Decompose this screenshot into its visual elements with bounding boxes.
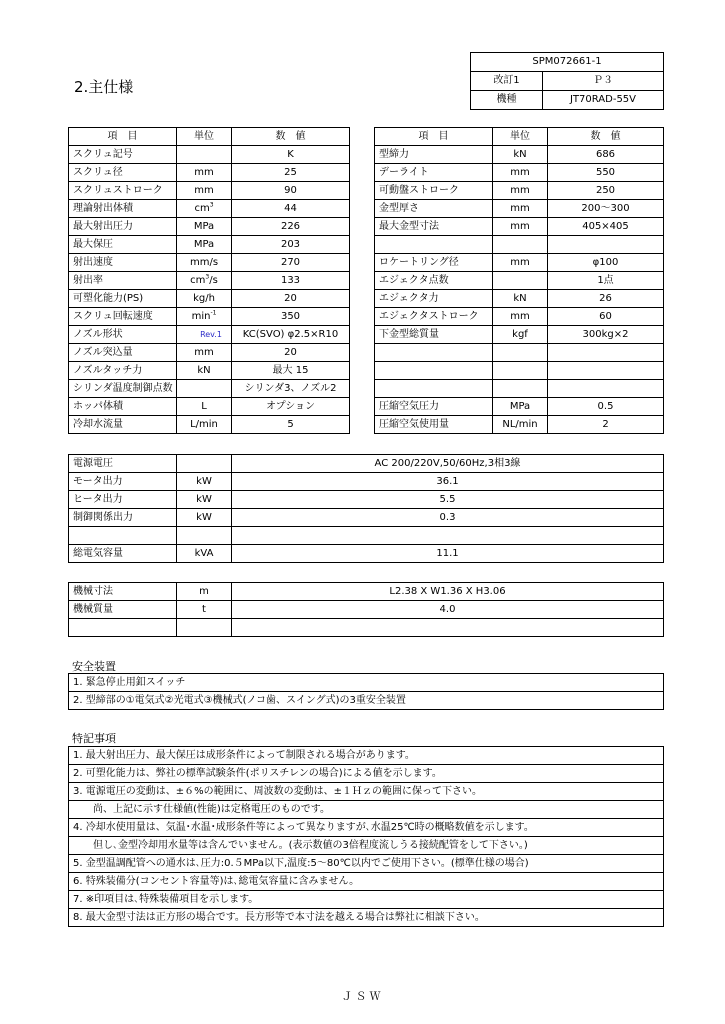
- spec-value: 44: [232, 200, 350, 218]
- spec-item: 機械寸法: [69, 583, 177, 601]
- spec-value: 250: [548, 182, 664, 200]
- spec-unit: $\min^{-1}$: [177, 308, 232, 326]
- list-row: [69, 909, 664, 927]
- spec-value: 0.3: [232, 509, 664, 527]
- table-row: [69, 527, 664, 545]
- spec-value: 350: [232, 308, 350, 326]
- list-row: [69, 837, 664, 855]
- table-row: [375, 182, 664, 200]
- spec-value: 226: [232, 218, 350, 236]
- table-row: [375, 272, 664, 290]
- spec-value: L2.38 X W1.36 X H3.06: [232, 583, 664, 601]
- spec-item: [375, 344, 493, 362]
- spec-unit: m: [177, 583, 232, 601]
- spec-unit: kg/h: [177, 290, 232, 308]
- spec-item: 下金型総質量: [375, 326, 493, 344]
- spec-unit: mm: [493, 200, 548, 218]
- list-row: [69, 891, 664, 909]
- spec-item: 電源電圧: [69, 455, 177, 473]
- spec-item: ロケートリング径: [375, 254, 493, 272]
- spec-value: 2: [548, 416, 664, 434]
- spec-value: φ100: [548, 254, 664, 272]
- spec-unit: $cm^3/s$: [177, 272, 232, 290]
- spec-unit: kVA: [177, 545, 232, 563]
- spec-unit: mm/s: [177, 254, 232, 272]
- list-item: 但し､金型冷却用水量等は含んでいません。(表示数値の3倍程度流しうる接続配管をして下さい。): [69, 837, 664, 855]
- spec-item: デーライト: [375, 164, 493, 182]
- footer-mark: ＪＳＷ: [341, 990, 384, 1003]
- table-row: [69, 619, 664, 637]
- safety-list: [68, 673, 664, 710]
- table-row: [69, 290, 350, 308]
- spec-item: モータ出力: [69, 473, 177, 491]
- table-row: [69, 218, 350, 236]
- spec-item: [69, 619, 177, 637]
- spec-value: オプション: [232, 398, 350, 416]
- spec-value: K: [232, 146, 350, 164]
- spec-unit: NL/min: [493, 416, 548, 434]
- spec-value: 20: [232, 344, 350, 362]
- doc-info-table: [470, 52, 664, 110]
- spec-unit: [177, 380, 232, 398]
- table-row: [69, 362, 350, 380]
- spec-unit: [177, 619, 232, 637]
- list-item: 6. 特殊装備分(コンセント容量等)は､総電気容量に含みません。: [69, 873, 664, 891]
- list-row: [69, 765, 664, 783]
- spec-unit: kW: [177, 509, 232, 527]
- spec-item: [375, 362, 493, 380]
- spec-value: [232, 527, 664, 545]
- revision-label: 改訂1: [471, 72, 543, 91]
- table-row: [69, 491, 664, 509]
- table-row: [375, 308, 664, 326]
- spec-item: [375, 236, 493, 254]
- spec-value: 20: [232, 290, 350, 308]
- table-row: [375, 254, 664, 272]
- spec-unit: [177, 326, 232, 344]
- spec-unit: [493, 236, 548, 254]
- list-row: [69, 801, 664, 819]
- spec-item: 最大金型寸法: [375, 218, 493, 236]
- list-row: [69, 855, 664, 873]
- spec-unit: mm: [177, 164, 232, 182]
- table-row: [69, 326, 350, 344]
- spec-item: スクリュ記号: [69, 146, 177, 164]
- spec-unit: MPa: [177, 236, 232, 254]
- spec-item: 射出率: [69, 272, 177, 290]
- spec-item: [375, 380, 493, 398]
- table-row: [375, 380, 664, 398]
- spec-unit: kN: [177, 362, 232, 380]
- list-item: 2. 可塑化能力は、弊社の標準試験条件(ポリスチレンの場合)による値を示します。: [69, 765, 664, 783]
- spec-unit: mm: [177, 344, 232, 362]
- list-item: 尚、上記に示す仕様値(性能)は定格電圧のものです。: [69, 801, 664, 819]
- table-row: [375, 146, 664, 164]
- column-header: 数 値: [548, 128, 664, 146]
- spec-value: 200～300: [548, 200, 664, 218]
- spec-unit: MPa: [177, 218, 232, 236]
- spec-item: 金型厚さ: [375, 200, 493, 218]
- table-row: [69, 182, 350, 200]
- table-row: [375, 416, 664, 434]
- table-row: [69, 473, 664, 491]
- spec-item: 制御関係出力: [69, 509, 177, 527]
- table-row: [375, 218, 664, 236]
- list-row: [69, 873, 664, 891]
- spec-item: [69, 527, 177, 545]
- doc-number: SPM072661-1: [471, 53, 664, 72]
- spec-value: 90: [232, 182, 350, 200]
- spec-unit: mm: [493, 254, 548, 272]
- spec-unit: kW: [177, 491, 232, 509]
- table-row: [375, 344, 664, 362]
- spec-item: 冷却水流量: [69, 416, 177, 434]
- table-row: [375, 236, 664, 254]
- spec-value: 25: [232, 164, 350, 182]
- column-header: 項 目: [69, 128, 177, 146]
- table-row: [69, 416, 350, 434]
- notes-list: [68, 746, 664, 927]
- spec-item: 最大保圧: [69, 236, 177, 254]
- spec-value: 60: [548, 308, 664, 326]
- model-label: 機種: [471, 91, 543, 110]
- spec-unit: mm: [177, 182, 232, 200]
- spec-value: 最大 15: [232, 362, 350, 380]
- spec-unit: kgf: [493, 326, 548, 344]
- right-spec-table: [374, 127, 664, 434]
- model-value: JT70RAD-55V: [543, 91, 664, 110]
- spec-value: 5: [232, 416, 350, 434]
- page-title: 2.主仕様: [74, 78, 134, 96]
- spec-value: KC(SVO) φ2.5×R10: [232, 326, 350, 344]
- list-row: [69, 692, 664, 710]
- spec-value: 26: [548, 290, 664, 308]
- table-row: [69, 272, 350, 290]
- spec-item: ヒータ出力: [69, 491, 177, 509]
- machine-spec-table: [68, 582, 664, 637]
- spec-unit: mm: [493, 218, 548, 236]
- spec-unit: kW: [177, 473, 232, 491]
- spec-unit: [493, 362, 548, 380]
- list-item: 1. 緊急停止用釦スイッチ: [69, 674, 664, 692]
- spec-value: [548, 236, 664, 254]
- spec-unit: $cm^3$: [177, 200, 232, 218]
- spec-item: ノズル突込量: [69, 344, 177, 362]
- revision-mark: Rev.1: [200, 329, 222, 339]
- safety-heading: 安全装置: [72, 660, 116, 673]
- list-item: 1. 最大射出圧力、最大保圧は成形条件によって制限される場合があります。: [69, 747, 664, 765]
- spec-value: 1点: [548, 272, 664, 290]
- table-row: [69, 200, 350, 218]
- table-row: [69, 344, 350, 362]
- spec-value: 4.0: [232, 601, 664, 619]
- spec-unit: [177, 527, 232, 545]
- spec-unit: mm: [493, 164, 548, 182]
- spec-item: 機械質量: [69, 601, 177, 619]
- table-row: [69, 254, 350, 272]
- spec-item: スクリュ径: [69, 164, 177, 182]
- spec-item: エジェクタ点数: [375, 272, 493, 290]
- table-row: [69, 380, 350, 398]
- table-row: [69, 398, 350, 416]
- table-row: [375, 326, 664, 344]
- table-row: [69, 601, 664, 619]
- column-header: 項 目: [375, 128, 493, 146]
- table-header-row: [375, 128, 664, 146]
- spec-unit: L/min: [177, 416, 232, 434]
- spec-value: 11.1: [232, 545, 664, 563]
- power-spec-table: [68, 454, 664, 563]
- table-row: [69, 583, 664, 601]
- spec-unit: [493, 380, 548, 398]
- spec-item: ノズルタッチ力: [69, 362, 177, 380]
- list-item: 7. ※印項目は､特殊装備項目を示します。: [69, 891, 664, 909]
- spec-item: スクリュ回転速度: [69, 308, 177, 326]
- table-row: [69, 308, 350, 326]
- table-row: [69, 545, 664, 563]
- list-item: 5. 金型温調配管への通水は､圧力:0.５MPa以下,温度:5～80℃以内でご使用下さい。(標準仕様の場合): [69, 855, 664, 873]
- spec-item: 理論射出体積: [69, 200, 177, 218]
- left-spec-table: [68, 127, 350, 434]
- spec-item: 射出速度: [69, 254, 177, 272]
- spec-unit: mm: [493, 308, 548, 326]
- column-header: 数 値: [232, 128, 350, 146]
- spec-value: 133: [232, 272, 350, 290]
- spec-item: エジェクタストローク: [375, 308, 493, 326]
- table-row: [69, 146, 350, 164]
- spec-unit: [493, 272, 548, 290]
- spec-item: ホッパ体積: [69, 398, 177, 416]
- column-header: 単位: [177, 128, 232, 146]
- list-row: [69, 783, 664, 801]
- spec-unit: kN: [493, 146, 548, 164]
- spec-value: 270: [232, 254, 350, 272]
- spec-item: シリンダ温度制御点数: [69, 380, 177, 398]
- table-row: [375, 398, 664, 416]
- table-row: [375, 290, 664, 308]
- spec-item: 圧縮空気使用量: [375, 416, 493, 434]
- list-item: 2. 型締部の①電気式②光電式③機械式(ノコ歯、スイング式)の3重安全装置: [69, 692, 664, 710]
- spec-value: 0.5: [548, 398, 664, 416]
- spec-value: 550: [548, 164, 664, 182]
- spec-value: [548, 380, 664, 398]
- spec-value: [548, 344, 664, 362]
- spec-value: [232, 619, 664, 637]
- spec-item: 総電気容量: [69, 545, 177, 563]
- table-row: [375, 362, 664, 380]
- spec-unit: L: [177, 398, 232, 416]
- spec-item: スクリュストローク: [69, 182, 177, 200]
- spec-unit: MPa: [493, 398, 548, 416]
- spec-unit: [493, 344, 548, 362]
- spec-value: 300kg×2: [548, 326, 664, 344]
- spec-value: 405×405: [548, 218, 664, 236]
- spec-value: 36.1: [232, 473, 664, 491]
- spec-item: 型締力: [375, 146, 493, 164]
- spec-value: 5.5: [232, 491, 664, 509]
- spec-unit: [177, 455, 232, 473]
- spec-item: 可動盤ストローク: [375, 182, 493, 200]
- spec-item: エジェクタ力: [375, 290, 493, 308]
- spec-unit: t: [177, 601, 232, 619]
- spec-value: シリンダ3、ノズル2: [232, 380, 350, 398]
- table-row: [375, 164, 664, 182]
- list-item: 4. 冷却水使用量は、気温･水温･成形条件等によって異なりますが､水温25℃時の概略数値を示します。: [69, 819, 664, 837]
- notes-heading: 特記事項: [72, 732, 116, 745]
- list-item: 3. 電源電圧の変動は、±６%の範囲に、周波数の変動は、±１Ｈｚの範囲に保って下さい。: [69, 783, 664, 801]
- spec-item: 圧縮空気圧力: [375, 398, 493, 416]
- table-row: [69, 164, 350, 182]
- spec-value: [548, 362, 664, 380]
- spec-unit: kN: [493, 290, 548, 308]
- list-row: [69, 747, 664, 765]
- spec-value: 686: [548, 146, 664, 164]
- table-row: [69, 236, 350, 254]
- table-row: [69, 455, 664, 473]
- table-header-row: [69, 128, 350, 146]
- list-item: 8. 最大金型寸法は正方形の場合です。長方形等で本寸法を越える場合は弊社に相談下さい。: [69, 909, 664, 927]
- column-header: 単位: [493, 128, 548, 146]
- spec-unit: mm: [493, 182, 548, 200]
- spec-value: 203: [232, 236, 350, 254]
- table-row: [69, 509, 664, 527]
- list-row: [69, 674, 664, 692]
- spec-unit: [177, 146, 232, 164]
- page-number: Ｐ３: [543, 72, 664, 91]
- spec-item: 最大射出圧力: [69, 218, 177, 236]
- spec-value: AC 200/220V,50/60Hz,3相3線: [232, 455, 664, 473]
- spec-item: 可塑化能力(PS): [69, 290, 177, 308]
- spec-item: ノズル形状: [69, 326, 177, 344]
- table-row: [375, 200, 664, 218]
- list-row: [69, 819, 664, 837]
